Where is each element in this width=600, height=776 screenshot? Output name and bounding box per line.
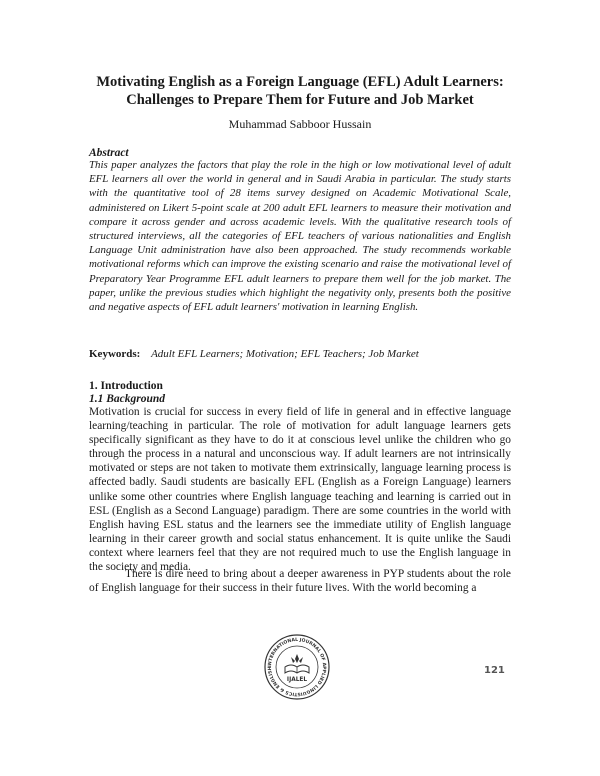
paper-title-line-1: Motivating English as a Foreign Language (EFL) Adult Learners: xyxy=(96,74,504,90)
logo-ring-text: INTERNATIONAL JOURNAL OF APPLIED LINGUISTICS & ENGLISH xyxy=(267,637,327,697)
page-number: 121 xyxy=(484,665,505,676)
keywords-text: Adult EFL Learners; Motivation; EFL Teachers; Job Market xyxy=(151,348,419,360)
keywords-label: Keywords: xyxy=(89,348,141,360)
abstract-text: This paper analyzes the factors that play the role in the high or low motivational level of adult EFL learners all over the world in general and in Saudi Arabia in particular. The study starts with the quantitative tool of 28 items survey designed on Academic Motivational Scale, administered on Likert 5-point scale at 200 adult EFL learners to measure their motivation and compare it across gender and across academic levels. With the qualitative research tools of structured interviews, all the categories of EFL teachers of various nationalities and English Language Unit administration have also been approached. The study recommends workable motivational reforms which can improve the existing scenario and raise the motivational level of Preparatory Year Programme EFL adult learners to prepare them well for the job market. The paper, unlike the previous studies which highlight the negativity only, presents both the positive and negative aspects of EFL adult learners' motivation in learning English. xyxy=(89,159,511,314)
subsection-heading-background: 1.1 Background xyxy=(89,393,166,405)
journal-logo xyxy=(263,633,331,701)
paper-title-line-2: Challenges to Prepare Them for Future and Job Market xyxy=(126,92,474,108)
logo-label: IJALEL xyxy=(286,677,308,683)
body-paragraph-2: There is dire need to bring about a deeper awareness in PYP students about the role of English language for their success in their future lives. With the world becoming a xyxy=(89,568,511,595)
logo-book-icon xyxy=(285,654,309,673)
paper-title xyxy=(60,73,540,109)
section-heading-introduction: 1. Introduction xyxy=(89,380,163,392)
author-name: Muhammad Sabboor Hussain xyxy=(228,117,372,131)
keywords xyxy=(89,347,519,361)
body-paragraph-1: Motivation is crucial for success in every field of life in general and in effective language learning/teaching in particular. The role of motivation for adult language learners gets specifically significant as they have to do it at conscious level unlike the children who go through the process in a natural and unconscious way. If adult learners are not intrinsically motivated or steps are not taken to motivate them extrinsically, language learning process is affected badly. Saudi students are basically EFL (English as a Foreign Language) learners unlike some other countries where English language teaching and learning is carried out in ESL (English as a Second Language) paradigm. There are some countries in the world with English having ESL status and the learners see the immediate utility of English language learning in their career growth and social status enhancement. It is quite unlike the Saudi context where learners feel that they are not required much to use the English language in the society and media. xyxy=(89,406,511,574)
abstract-heading: Abstract xyxy=(89,147,129,159)
